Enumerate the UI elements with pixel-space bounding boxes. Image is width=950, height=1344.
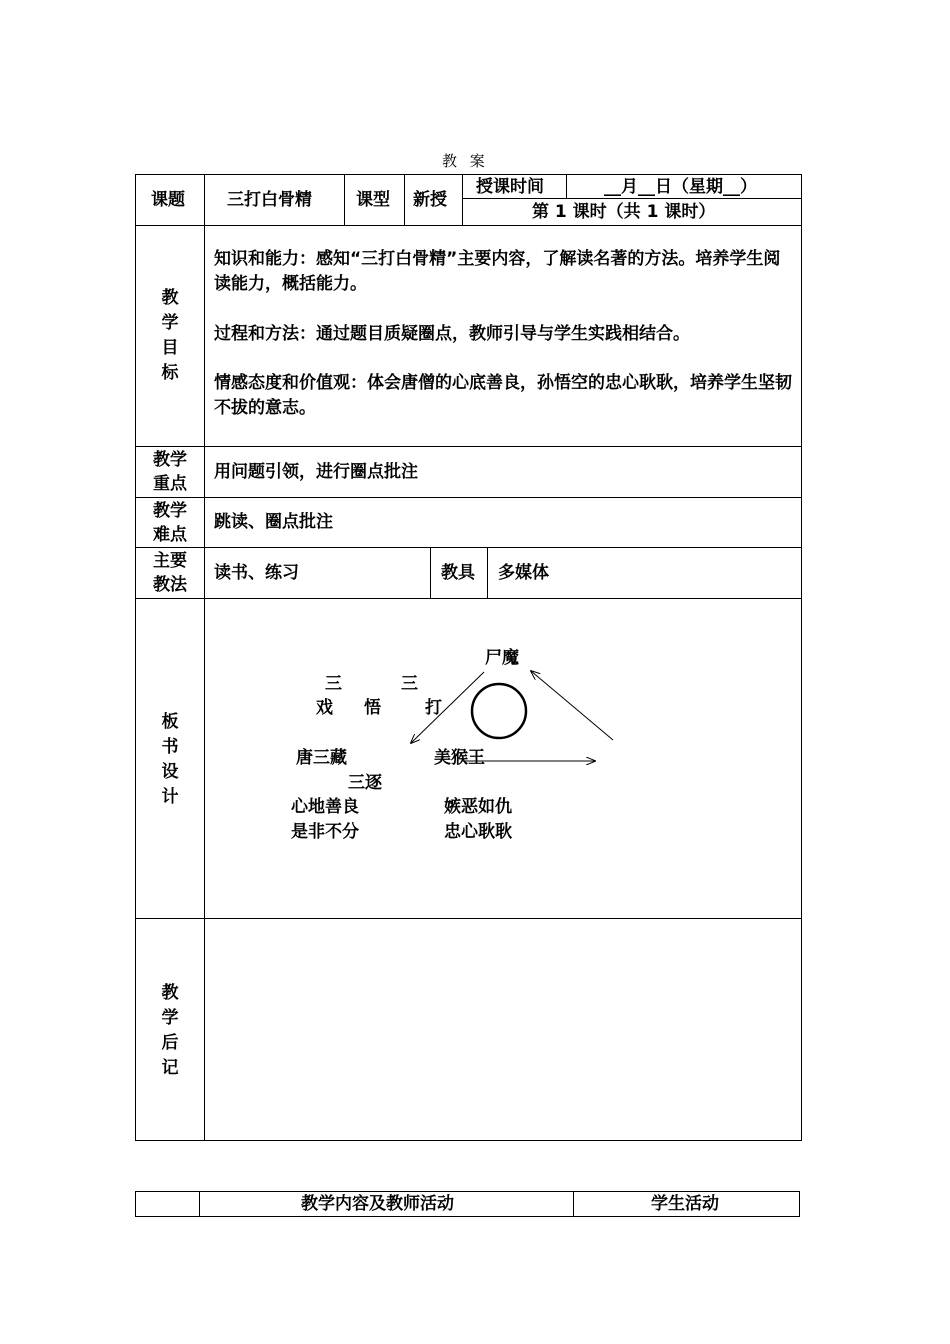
key-points-value: 用问题引领，进行圈点批注 bbox=[214, 462, 418, 482]
board-monkey: 美猴王 bbox=[434, 748, 485, 768]
board-da: 打 bbox=[425, 698, 442, 718]
objective-process: 过程和方法：通过题目质疑圈点，教师引导与学生实践相结合。 bbox=[214, 324, 690, 344]
board-kind: 心地善良 bbox=[291, 797, 359, 817]
board-three-right: 三 bbox=[401, 674, 418, 694]
key-points-label-text: 教学重点 bbox=[153, 450, 187, 494]
type-label: 课型 bbox=[356, 190, 390, 210]
student-header: 学生活动 bbox=[651, 1194, 719, 1214]
methods-label-text: 主要教法 bbox=[153, 551, 187, 595]
board-confused: 是非不分 bbox=[291, 822, 359, 842]
methods-value: 读书、练习 bbox=[214, 563, 299, 583]
topic-value: 三打白骨精 bbox=[227, 190, 312, 210]
type-value: 新授 bbox=[413, 190, 447, 210]
time-label: 授课时间 bbox=[476, 177, 544, 197]
objective-emotion: 情感态度和价值观：体会唐僧的心底善良，孙悟空的忠心耿耿，培养学生坚韧不拔的意志。 bbox=[214, 373, 792, 418]
objective-knowledge: 知识和能力：感知“三打白骨精”主要内容，了解读名著的方法。培养学生阅读能力，概括能力。 bbox=[214, 249, 781, 294]
board-tang: 唐三藏 bbox=[296, 748, 347, 768]
tools-label: 教具 bbox=[441, 563, 475, 583]
objectives-label-text: 教学目标 bbox=[161, 288, 179, 383]
content-header: 教学内容及教师活动 bbox=[301, 1194, 454, 1214]
topic-label: 课题 bbox=[151, 190, 185, 210]
reflection-label bbox=[135, 981, 205, 1081]
board-circle bbox=[472, 684, 526, 738]
board-hate-evil: 嫉恶如仇 bbox=[444, 797, 512, 817]
difficulties-label-text: 教学难点 bbox=[153, 501, 187, 545]
difficulties-value: 跳读、圈点批注 bbox=[214, 512, 333, 532]
board-corpse-demon: 尸魔 bbox=[485, 648, 519, 668]
board-wu: 悟 bbox=[364, 698, 381, 718]
board-xi: 戏 bbox=[316, 698, 333, 718]
page-title: 教 案 bbox=[442, 152, 489, 170]
reflection-label-text: 教学后记 bbox=[161, 983, 179, 1078]
date-value: __月__日（星期__） bbox=[604, 177, 757, 197]
board-three-expel: 三逐 bbox=[348, 773, 382, 793]
board-three-left: 三 bbox=[325, 674, 342, 694]
period-value: 第 1 课时（共 1 课时） bbox=[532, 202, 716, 222]
tools-value: 多媒体 bbox=[498, 563, 549, 583]
board-label-text: 板书设计 bbox=[161, 712, 179, 807]
board-loyal: 忠心耿耿 bbox=[444, 822, 512, 842]
arrow-to-demon bbox=[531, 671, 613, 740]
